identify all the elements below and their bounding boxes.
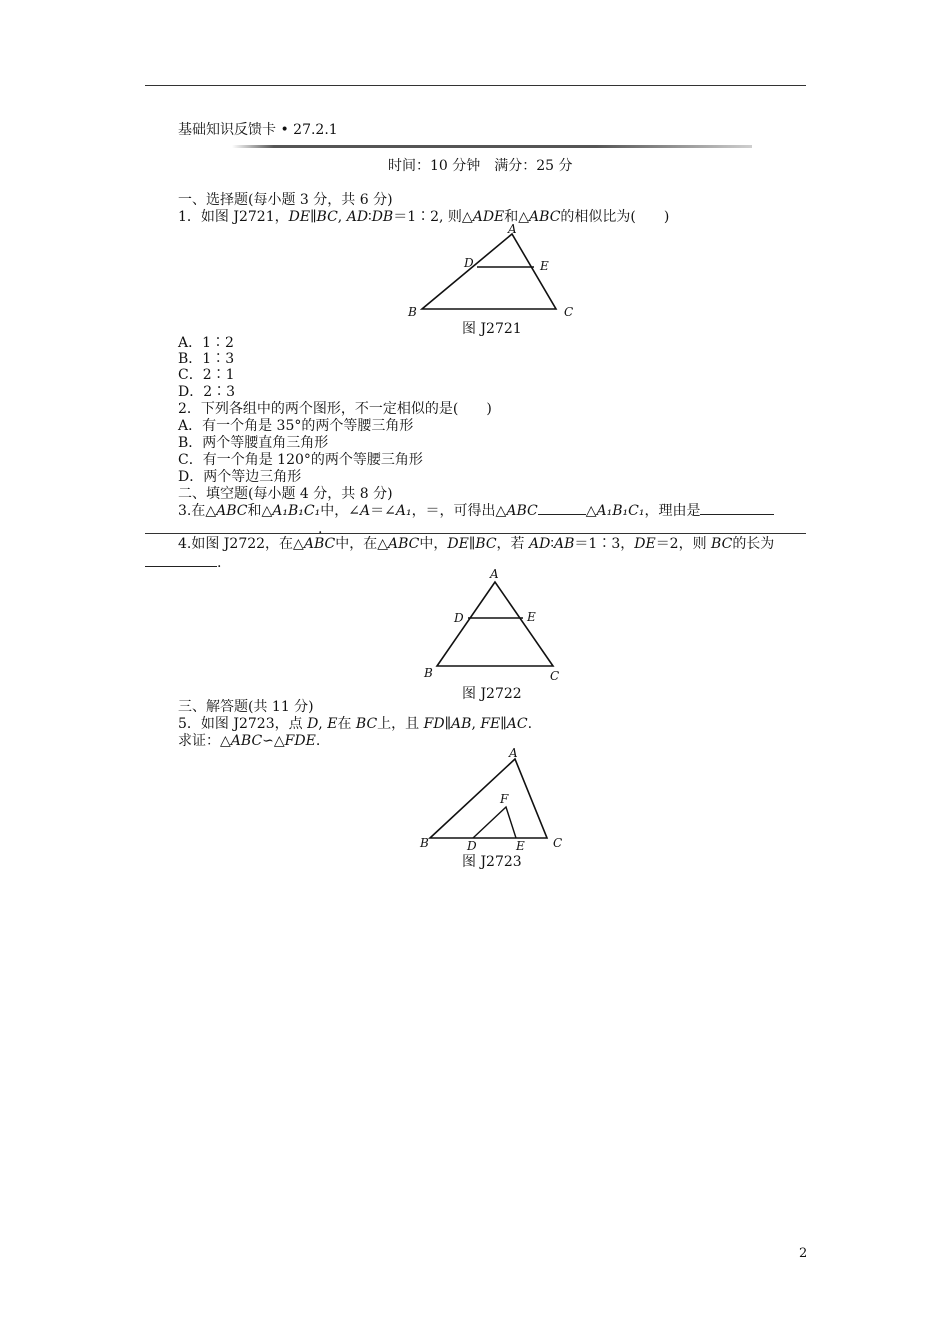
q1-option-d: D．2∶3 [178,384,236,400]
q3-period: . [318,521,323,537]
q1-option-a: A．1∶2 [178,335,234,351]
label-d: D [467,839,477,853]
figure-j2721-caption: 图 J2721 [462,321,522,337]
label-f: F [500,792,509,806]
section3-heading: 三、解答题(共 11 分) [178,699,314,715]
label-d: D [464,256,474,270]
triangle-fde [473,807,516,838]
question-3-stem: 3.在△ABC和△A₁B₁C₁中，∠A＝∠A₁，＝，可得出△ABC △A₁B₁C₁，理由是 [178,502,774,520]
q4-blank-bc[interactable] [145,554,217,567]
label-a: A [509,746,518,760]
question-1-stem: 1．如图 J2721，DE∥BC, AD∶DB＝1∶2, 则△ADE和△ABC的相似比为( ) [178,209,670,225]
label-c: C [564,305,574,319]
label-d: D [454,611,464,625]
time-limit: 时间：10 分钟 满分：25 分 [388,158,573,174]
figure-j2723-caption: 图 J2723 [462,854,522,870]
card-title: 基础知识反馈卡 • 27.2.1 [178,122,338,138]
question-2-stem: 2．下列各组中的两个图形，不一定相似的是( ) [178,401,492,417]
label-b: B [424,666,433,680]
q2-option-a: A．有一个角是 35°的两个等腰三角形 [178,418,414,434]
label-a: A [508,222,517,236]
q4-answer-line: . [145,554,221,572]
section1-heading: 一、选择题(每小题 3 分，共 6 分) [178,192,393,208]
triangle-abc [422,234,556,309]
q2-option-c: C．有一个角是 120°的两个等腰三角形 [178,452,423,468]
triangle-abc [430,759,547,838]
figure-j2722 [420,562,570,684]
q3-blank-relation[interactable] [538,502,586,515]
q2-option-d: D．两个等边三角形 [178,469,302,485]
label-b: B [420,836,429,850]
figure-j2721 [400,220,590,325]
header-rule [145,85,806,86]
question-4-stem: 4.如图 J2722，在△ABC中，在△ABC中，DE∥BC，若 AD∶AB＝1∶3，DE＝2，则 BC的长为 [178,536,775,552]
title-underline [232,145,752,148]
question-5-stem: 5．如图 J2723，点 D, E在 BC上，且 FD∥AB, FE∥AC. [178,716,533,732]
q3-blank-reason[interactable] [700,502,774,515]
q1-option-c: C．2∶1 [178,367,235,383]
label-c: C [550,669,560,683]
label-a: A [490,567,499,581]
figure-j2722-caption: 图 J2722 [462,686,522,702]
figure-j2723 [410,740,570,855]
label-e: E [527,610,536,624]
section2-heading: 二、填空题(每小题 4 分，共 8 分) [178,486,393,502]
label-c: C [553,836,563,850]
q2-option-b: B．两个等腰直角三角形 [178,435,329,451]
label-e: E [540,259,549,273]
page-number: 2 [799,1246,808,1261]
q1-option-b: B．1∶3 [178,351,235,367]
label-e: E [516,839,525,853]
question-5-prove: 求证：△ABC∽△FDE. [178,733,321,749]
label-b: B [408,305,417,319]
q3-blank-reason-continued[interactable] [145,533,806,534]
